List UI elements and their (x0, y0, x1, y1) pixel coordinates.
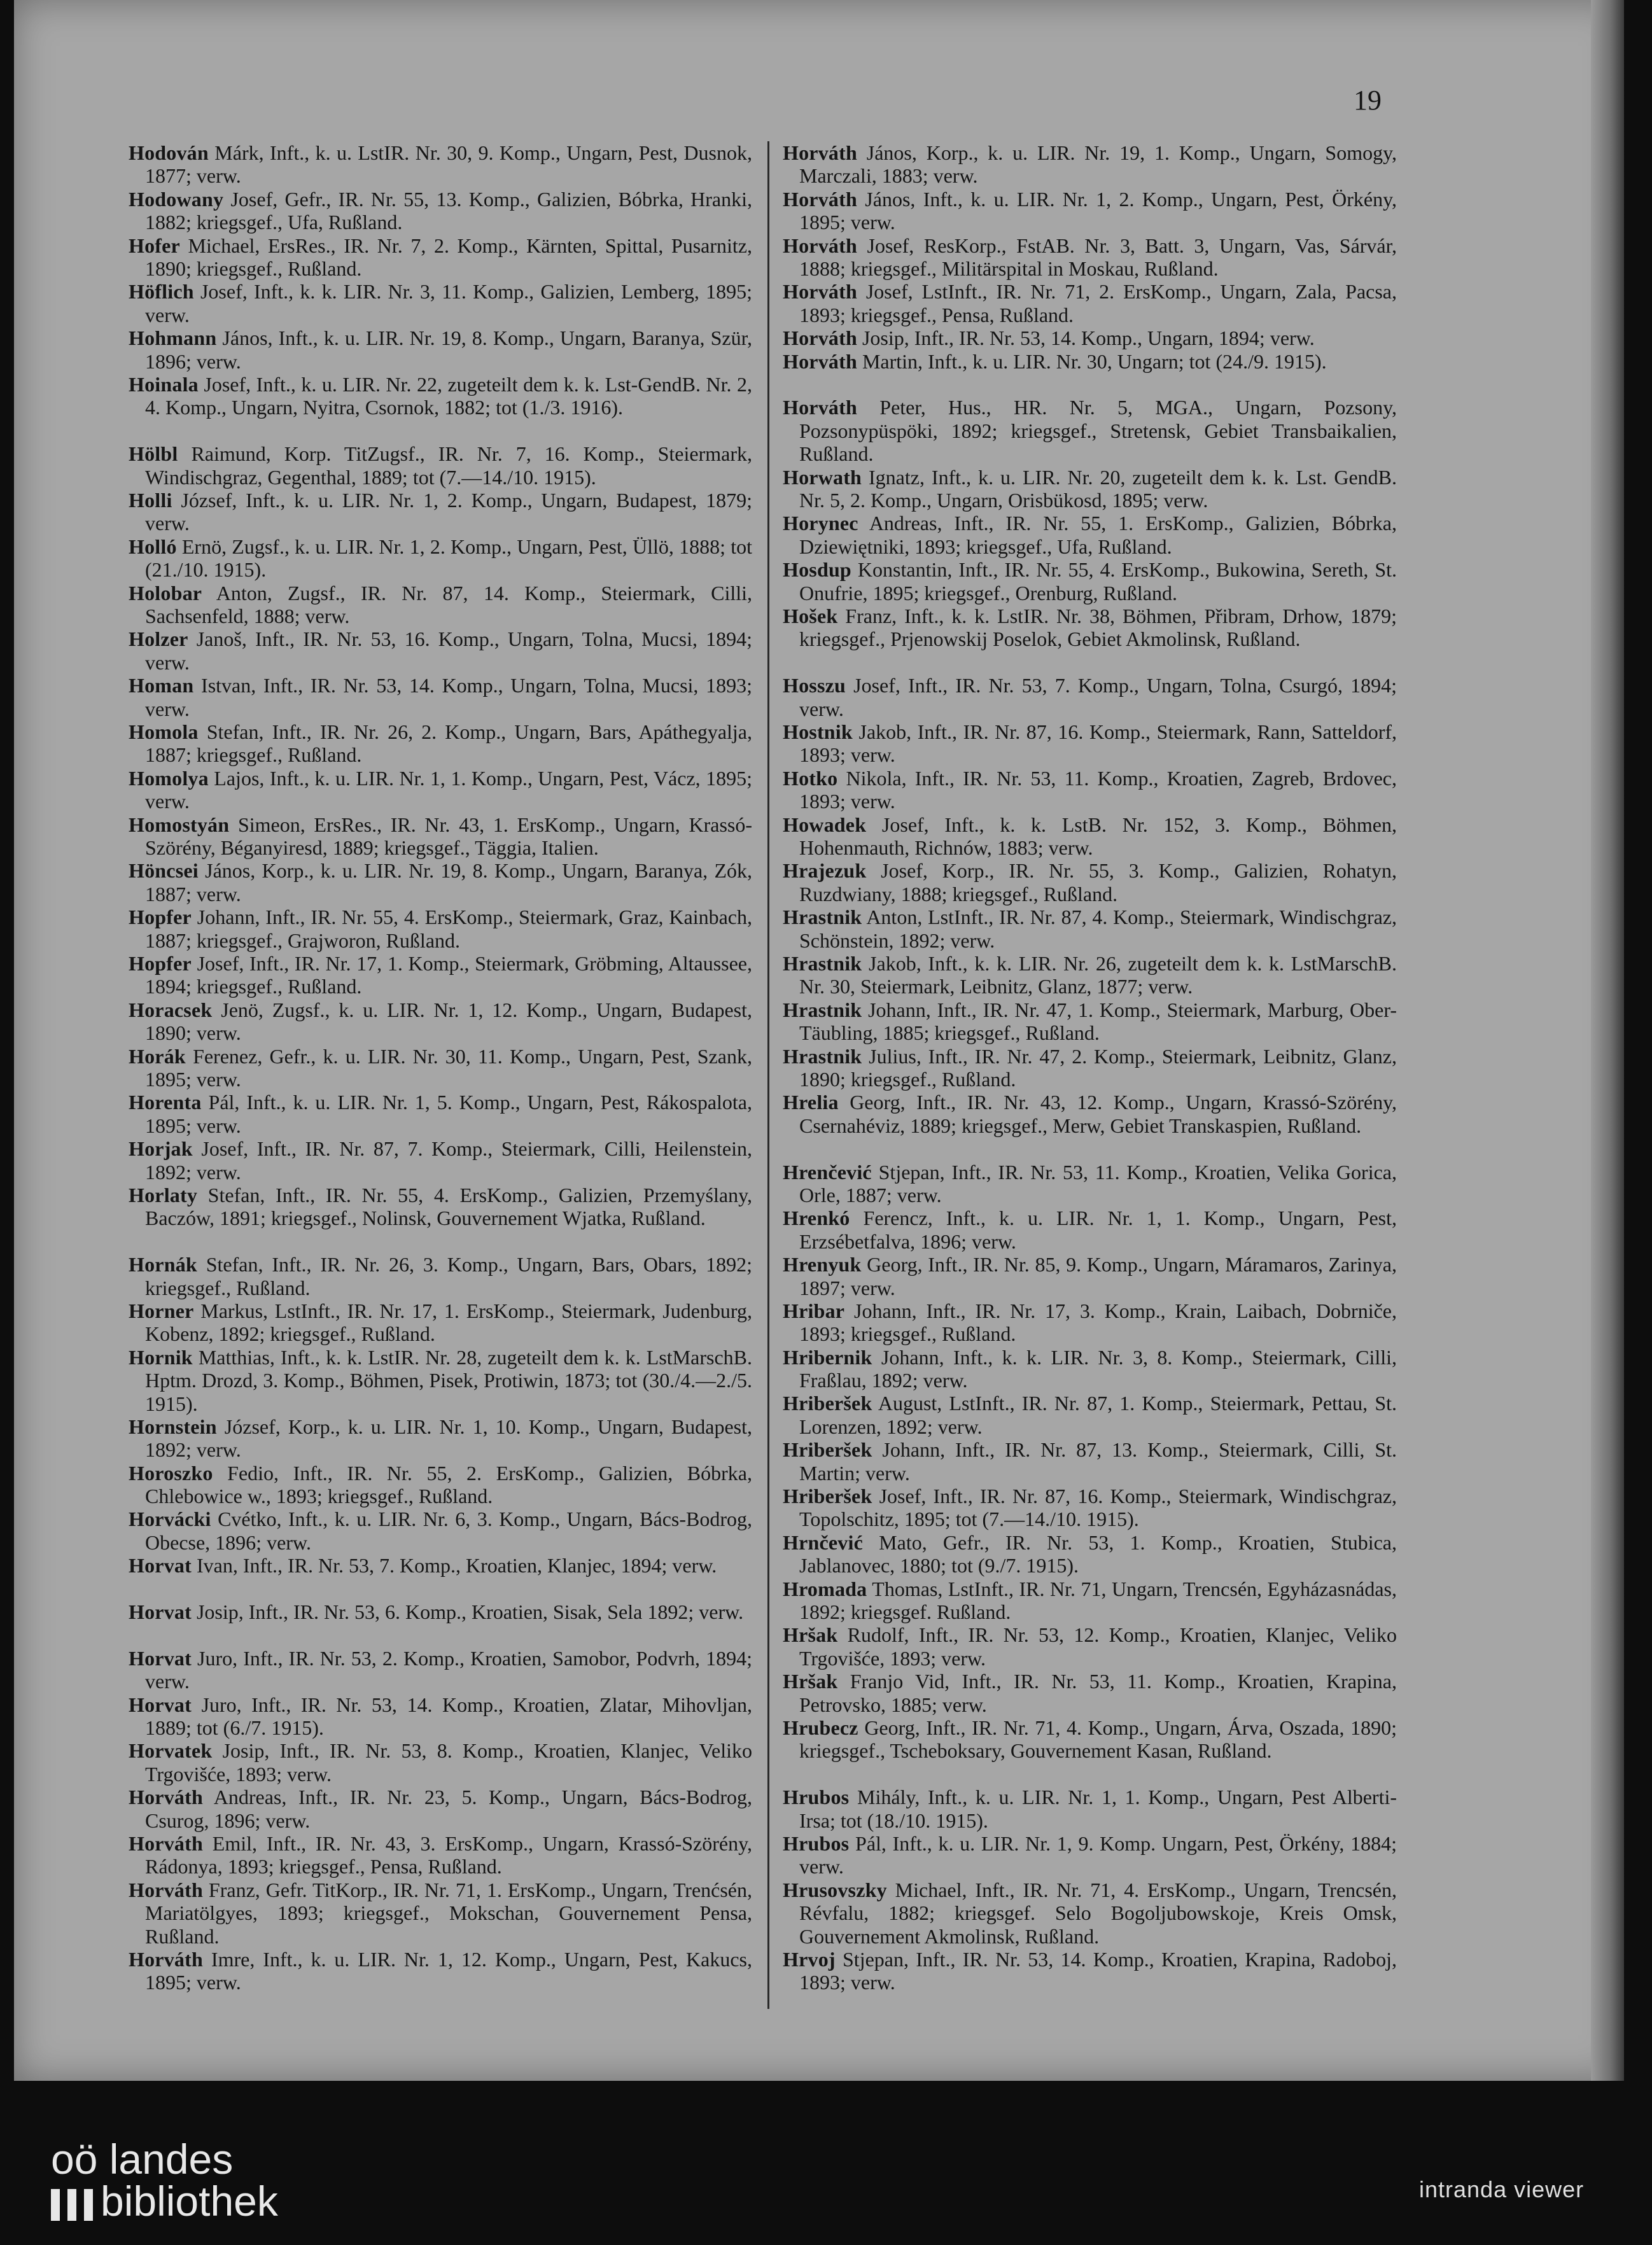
book-page (14, 0, 1624, 2081)
register-entry (129, 188, 752, 234)
entry-surname: Hrastnik (783, 1044, 862, 1068)
entry-details: Imre, Inft., k. u. LIR. Nr. 1, 12. Komp., Ungarn, Pest, Kakucs, 1895; verw. (145, 1948, 752, 1994)
entry-details: Josef, Inft., IR. Nr. 17, 1. Komp., Steiermark, Gröbming, Altaussee, 1894; kriegsgef., Rußland. (145, 951, 752, 998)
entry-details: Simeon, ErsRes., IR. Nr. 43, 1. ErsKomp., Ungarn, Krassó-Szörény, Béganyiresd, 1889; kriegsgef., Täggia, Italien. (145, 813, 752, 859)
entry-details: Ferencz, Inft., k. u. LIR. Nr. 1, 1. Komp., Ungarn, Pest, Erzsébetfalva, 1896; verw. (799, 1206, 1397, 1253)
entry-details: Josip, Inft., IR. Nr. 53, 14. Komp., Ungarn, 1894; verw. (857, 326, 1315, 350)
register-entry (783, 1948, 1397, 1994)
entry-surname: Hrenkó (783, 1206, 850, 1230)
entry-details: Georg, Inft., IR. Nr. 43, 12. Komp., Ungarn, Krassó-Szörény, Csernahéviz, 1889; kriegsgef., Merw, Gebiet Transkaspien, Rußland. (799, 1091, 1397, 1137)
entry-surname: Hribar (783, 1299, 845, 1322)
entry-details: Franz, Gefr. TitKorp., IR. Nr. 71, 1. ErsKomp., Ungarn, Trenćsén, Mariatölgyes, 1893; kriegsgef., Mokschan, Gouvernement Pensa, Rußland. (145, 1878, 752, 1948)
register-entry (129, 1415, 752, 1462)
entry-details: Josef, Inft., k. k. LstB. Nr. 152, 3. Komp., Böhmen, Hohenmauth, Richnów, 1883; verw. (799, 813, 1397, 859)
entry-details: János, Inft., k. u. LIR. Nr. 1, 2. Komp., Ungarn, Pest, Örkény, 1895; verw. (799, 187, 1397, 234)
entry-surname: Holzer (129, 627, 188, 651)
entry-surname: Hrubecz (783, 1716, 858, 1740)
entry-details: Ivan, Inft., IR. Nr. 53, 7. Komp., Kroatien, Klanjec, 1894; verw. (191, 1554, 717, 1577)
register-entry (783, 558, 1397, 605)
register-entry (129, 859, 752, 906)
register-entry (783, 767, 1397, 813)
entry-surname: Hromada (783, 1577, 867, 1600)
entry-details: Ignatz, Inft., k. u. LIR. Nr. 20, zugeteilt dem k. k. Lst. GendB. Nr. 5, 2. Komp., Ungarn, Orisbükosd, 1895; verw. (799, 465, 1397, 512)
entry-surname: Hodowany (129, 187, 224, 211)
register-entry (129, 906, 752, 952)
register-entry (129, 1554, 752, 1600)
entry-surname: Hornák (129, 1253, 197, 1276)
entry-details: Pál, Inft., k. u. LIR. Nr. 1, 5. Komp., Ungarn, Pest, Rákospalota, 1895; verw. (145, 1091, 752, 1137)
entry-details: Mihály, Inft., k. u. LIR. Nr. 1, 1. Komp., Ungarn, Pest Alberti-Irsa; tot (18./10. 1915). (799, 1786, 1397, 1832)
register-entry (129, 1786, 752, 1832)
entry-details: Markus, LstInft., IR. Nr. 17, 1. ErsKomp., Steiermark, Judenburg, Kobenz, 1892; kriegsgef., Rußland. (145, 1299, 752, 1346)
register-entry (783, 720, 1397, 767)
register-entry (129, 627, 752, 674)
register-entry (129, 1693, 752, 1740)
entry-surname: Horvácki (129, 1507, 211, 1531)
entry-surname: Hrastnik (783, 998, 862, 1021)
register-entry (783, 396, 1397, 465)
register-entry (129, 141, 752, 188)
register-entry (783, 512, 1397, 558)
register-entry (783, 1623, 1397, 1670)
register-entry (129, 373, 752, 442)
register-entry (129, 1184, 752, 1253)
register-entry (783, 280, 1397, 326)
entry-surname: Horynec (783, 512, 858, 535)
register-entry (783, 906, 1397, 952)
entry-details: Josip, Inft., IR. Nr. 53, 8. Komp., Kroatien, Klanjec, Veliko Trgovišće, 1893; verw. (145, 1739, 752, 1786)
entry-details: János, Korp., k. u. LIR. Nr. 19, 8. Komp., Ungarn, Baranya, Zók, 1887; verw. (145, 859, 752, 906)
entry-details: Stefan, Inft., IR. Nr. 55, 4. ErsKomp., Galizien, Przemyślany, Baczów, 1891; kriegsgef., Nolinsk, Gouvernement Wjatka, Rußland. (145, 1183, 752, 1230)
entry-surname: Horvatek (129, 1739, 213, 1763)
entry-surname: Hrusovszky (783, 1878, 887, 1901)
entry-surname: Hrnčević (783, 1530, 863, 1554)
register-entry (783, 859, 1397, 906)
entry-details: Janoš, Inft., IR. Nr. 53, 16. Komp., Ungarn, Tolna, Mucsi, 1894; verw. (145, 627, 752, 674)
right-column (783, 141, 1397, 1994)
entry-details: Stefan, Inft., IR. Nr. 26, 3. Komp., Ungarn, Bars, Obars, 1892; kriegsgef., Rußland. (145, 1253, 752, 1299)
register-entry (783, 1531, 1397, 1577)
entry-details: Johann, Inft., k. k. LIR. Nr. 3, 8. Komp., Steiermark, Cilli, Fraßlau, 1892; verw. (799, 1345, 1397, 1392)
entry-surname: Hršak (783, 1670, 838, 1693)
entry-surname: Hornstein (129, 1415, 217, 1438)
register-entry (129, 442, 752, 489)
register-entry (783, 326, 1397, 349)
entry-details: Jenö, Zugsf., k. u. LIR. Nr. 1, 12. Komp., Ungarn, Budapest, 1890; verw. (145, 998, 752, 1045)
entry-surname: Hrubos (783, 1786, 850, 1809)
entry-details: Josip, Inft., IR. Nr. 53, 6. Komp., Kroatien, Sisak, Sela 1892; verw. (191, 1600, 744, 1624)
register-entry (129, 1832, 752, 1878)
register-entry (783, 1161, 1397, 1207)
entry-details: Cvétko, Inft., k. u. LIR. Nr. 6, 3. Komp., Ungarn, Bács-Bodrog, Obecse, 1896; verw. (145, 1507, 752, 1554)
entry-details: Michael, Inft., IR. Nr. 71, 4. ErsKomp., Ungarn, Trencsén, Révfalu, 1882; kriegsgef. Selo Bogoljubowskoje, Kreis Omsk, Gouvernement Akmolinsk, Rußland. (799, 1878, 1397, 1948)
entry-details: Julius, Inft., IR. Nr. 47, 2. Komp., Steiermark, Leibnitz, Glanz, 1890; kriegsgef., Rußland. (799, 1044, 1397, 1091)
register-entry (129, 998, 752, 1045)
entry-surname: Hornik (129, 1345, 193, 1369)
entry-surname: Horváth (783, 396, 857, 419)
entry-surname: Homolya (129, 766, 209, 790)
library-logo-line2: bibliothek (101, 2178, 278, 2225)
register-entry (783, 234, 1397, 281)
entry-details: Josef, Inft., IR. Nr. 87, 7. Komp., Steiermark, Cilli, Heilenstein, 1892; verw. (145, 1137, 752, 1184)
entry-surname: Horváth (129, 1878, 203, 1901)
entry-surname: Hosszu (783, 674, 846, 697)
entry-surname: Horváth (129, 1786, 203, 1809)
register-entry (783, 1392, 1397, 1438)
entry-details: Josef, Inft., IR. Nr. 87, 16. Komp., Steiermark, Windischgraz, Topolschitz, 1895; tot (7.—14./10. 1915). (799, 1485, 1397, 1531)
entry-details: Juro, Inft., IR. Nr. 53, 2. Komp., Kroatien, Samobor, Podvrh, 1894; verw. (145, 1646, 752, 1693)
entry-details: Josef, Inft., k. u. LIR. Nr. 22, zugeteilt dem k. k. Lst-GendB. Nr. 2, 4. Komp., Ungarn, Nyitra, Csornok, 1882; tot (1./3. 1916). (145, 372, 752, 419)
register-entry (783, 605, 1397, 674)
entry-details: Matthias, Inft., k. k. LstIR. Nr. 28, zugeteilt dem k. k. LstMarschB. Hptm. Drozd, 3. Komp., Böhmen, Pisek, Protiwin, 1873; tot (30./4.—2./5. 1915). (145, 1345, 752, 1415)
entry-surname: Holló (129, 535, 177, 558)
register-entry (129, 1045, 752, 1091)
entry-details: József, Korp., k. u. LIR. Nr. 1, 10. Komp., Ungarn, Budapest, 1892; verw. (145, 1415, 752, 1462)
entry-details: Jakob, Inft., k. k. LIR. Nr. 26, zugeteilt dem k. k. LstMarschB. Nr. 30, Steiermark, Leibnitz, Glanz, 1877; verw. (799, 951, 1397, 998)
entry-surname: Hošek (783, 604, 838, 627)
entry-details: Georg, Inft., IR. Nr. 71, 4. Komp., Ungarn, Árva, Oszada, 1890; kriegsgef., Tscheboksary, Gouvernement Kasan, Rußland. (799, 1716, 1397, 1763)
entry-surname: Horoszko (129, 1461, 213, 1485)
register-entry (783, 1438, 1397, 1485)
entry-details: Andreas, Inft., IR. Nr. 55, 1. ErsKomp., Galizien, Bóbrka, Dziewiętniki, 1893; kriegsgef., Ufa, Rußland. (799, 512, 1397, 558)
entry-surname: Höflich (129, 280, 194, 304)
viewer-brand[interactable]: intranda viewer (1419, 2176, 1585, 2202)
entry-surname: Horacsek (129, 998, 213, 1021)
entry-surname: Horák (129, 1044, 186, 1068)
entry-details: János, Korp., k. u. LIR. Nr. 19, 1. Komp., Ungarn, Somogy, Marczali, 1883; verw. (799, 141, 1397, 188)
entry-details: Ernö, Zugsf., k. u. LIR. Nr. 1, 2. Komp., Ungarn, Pest, Üllö, 1888; tot (21./10. 1915). (145, 535, 752, 582)
register-entry (783, 1670, 1397, 1716)
register-entry (783, 952, 1397, 998)
page-number: 19 (1354, 85, 1382, 116)
entry-details: Rudolf, Inft., IR. Nr. 53, 12. Komp., Kroatien, Klanjec, Veliko Trgovišće, 1893; verw. (799, 1623, 1397, 1670)
register-entry (783, 1206, 1397, 1253)
entry-details: Josef, LstInft., IR. Nr. 71, 2. ErsKomp., Ungarn, Zala, Pacsa, 1893; kriegsgef., Pensa, Rußland. (799, 280, 1397, 326)
register-entry (783, 998, 1397, 1045)
register-entry (129, 1948, 752, 1994)
register-entry (783, 1786, 1397, 1832)
entry-surname: Hoinala (129, 372, 199, 396)
entry-surname: Hrastnik (783, 906, 862, 929)
register-entry (129, 813, 752, 860)
register-entry (783, 141, 1397, 188)
register-entry (783, 1878, 1397, 1948)
entry-details: Michael, ErsRes., IR. Nr. 7, 2. Komp., Kärnten, Spittal, Pusarnitz, 1890; kriegsgef., Rußland. (145, 234, 752, 280)
entry-details: Josef, Gefr., IR. Nr. 55, 13. Komp., Galizien, Bóbrka, Hranki, 1882; kriegsgef., Ufa, Rußland. (145, 187, 752, 234)
register-entry (129, 767, 752, 813)
entry-surname: Horváth (783, 187, 857, 211)
entry-details: Stjepan, Inft., IR. Nr. 53, 14. Komp., Kroatien, Krapina, Radoboj, 1893; verw. (799, 1948, 1397, 1994)
entry-details: Franjo Vid, Inft., IR. Nr. 53, 11. Komp., Kroatien, Krapina, Petrovsko, 1885; verw. (799, 1670, 1397, 1716)
page-edge (1591, 0, 1624, 2081)
register-entry (129, 1137, 752, 1184)
entry-surname: Hriberšek (783, 1438, 872, 1462)
entry-details: Josef, Inft., k. k. LIR. Nr. 3, 11. Komp., Galizien, Lemberg, 1895; verw. (145, 280, 752, 326)
entry-surname: Hršak (783, 1623, 838, 1647)
register-entry (783, 188, 1397, 234)
entry-details: Fedio, Inft., IR. Nr. 55, 2. ErsKomp., Galizien, Bóbrka, Chlebowice w., 1893; kriegsgef., Rußland. (145, 1461, 752, 1508)
entry-surname: Horvat (129, 1646, 192, 1670)
register-entry (783, 350, 1397, 396)
register-entry (783, 1716, 1397, 1786)
entry-details: Johann, Inft., IR. Nr. 55, 4. ErsKomp., Steiermark, Graz, Kainbach, 1887; kriegsgef., Grajworon, Rußland. (145, 906, 752, 952)
entry-details: Pál, Inft., k. u. LIR. Nr. 1, 9. Komp. Ungarn, Pest, Örkény, 1884; verw. (799, 1832, 1397, 1878)
entry-surname: Horváth (783, 280, 857, 304)
entry-details: Konstantin, Inft., IR. Nr. 55, 4. ErsKomp., Bukowina, Sereth, St. Onufrie, 1895; kriegsgef., Orenburg, Rußland. (799, 558, 1397, 605)
register-entry (783, 813, 1397, 860)
register-entry (129, 1253, 752, 1299)
entry-surname: Horner (129, 1299, 194, 1322)
column-divider (767, 141, 769, 2009)
entry-surname: Hostnik (783, 720, 853, 743)
entry-details: Jakob, Inft., IR. Nr. 87, 16. Komp., Steiermark, Rann, Satteldorf, 1893; verw. (799, 720, 1397, 767)
library-logo-line1: oö landes (51, 2136, 234, 2183)
register-entry (129, 535, 752, 582)
entry-surname: Horvat (129, 1554, 192, 1577)
entry-surname: Homostyán (129, 813, 230, 836)
entry-surname: Hodován (129, 141, 209, 164)
entry-details: Stjepan, Inft., IR. Nr. 53, 11. Komp., Kroatien, Velika Gorica, Orle, 1887; verw. (799, 1160, 1397, 1206)
entry-surname: Homan (129, 674, 194, 697)
entry-surname: Hölbl (129, 442, 178, 466)
entry-details: Johann, Inft., IR. Nr. 87, 13. Komp., Steiermark, Cilli, St. Martin; verw. (799, 1438, 1397, 1485)
entry-surname: Hrenyuk (783, 1253, 862, 1276)
register-entry (129, 1507, 752, 1554)
entry-details: Andreas, Inft., IR. Nr. 23, 5. Komp., Ungarn, Bács-Bodrog, Csurog, 1896; verw. (145, 1786, 752, 1832)
register-entry (129, 1091, 752, 1137)
register-entry (129, 582, 752, 628)
register-entry (129, 280, 752, 326)
entry-details: August, LstInft., IR. Nr. 87, 1. Komp., Steiermark, Pettau, St. Lorenzen, 1892; verw. (799, 1392, 1397, 1438)
entry-details: Anton, LstInft., IR. Nr. 87, 4. Komp., Steiermark, Windischgraz, Schönstein, 1892; verw. (799, 906, 1397, 952)
entry-surname: Howadek (783, 813, 867, 836)
register-entry (129, 1299, 752, 1346)
entry-details: Ferenez, Gefr., k. u. LIR. Nr. 30, 11. Komp., Ungarn, Pest, Szank, 1895; verw. (145, 1044, 752, 1091)
entry-details: Márk, Inft., k. u. LstIR. Nr. 30, 9. Komp., Ungarn, Pest, Dusnok, 1877; verw. (145, 141, 752, 188)
register-entry (129, 674, 752, 720)
entry-details: Anton, Zugsf., IR. Nr. 87, 14. Komp., Steiermark, Cilli, Sachsenfeld, 1888; verw. (145, 581, 752, 627)
entry-surname: Horvat (129, 1600, 192, 1624)
register-entry (129, 1462, 752, 1508)
entry-details: Stefan, Inft., IR. Nr. 26, 2. Komp., Ungarn, Bars, Apáthegyalja, 1887; kriegsgef., Rußland. (145, 720, 752, 767)
entry-details: Josef, Korp., IR. Nr. 55, 3. Komp., Galizien, Rohatyn, Ruzdwiany, 1888; kriegsgef., Rußland. (799, 859, 1397, 906)
entry-surname: Holobar (129, 581, 202, 605)
register-entry (129, 1600, 752, 1647)
entry-surname: Hopfer (129, 951, 192, 975)
register-entry (129, 1346, 752, 1415)
entry-details: József, Inft., k. u. LIR. Nr. 1, 2. Komp., Ungarn, Budapest, 1879; verw. (145, 488, 752, 535)
entry-details: Raimund, Korp. TitZugsf., IR. Nr. 7, 16. Komp., Steiermark, Windischgraz, Gegenthal, 1889; tot (7.—14./10. 1915). (145, 442, 752, 489)
register-entry (129, 234, 752, 281)
entry-surname: Hofer (129, 234, 180, 257)
entry-surname: Hrastnik (783, 951, 862, 975)
entry-surname: Hosdup (783, 558, 851, 582)
entry-surname: Hriberšek (783, 1485, 872, 1508)
register-entry (783, 1045, 1397, 1091)
entry-surname: Hohmann (129, 326, 217, 350)
register-entry (783, 1577, 1397, 1624)
entry-surname: Horenta (129, 1091, 202, 1114)
register-entry (783, 1091, 1397, 1160)
entry-details: Peter, Hus., HR. Nr. 5, MGA., Ungarn, Pozsony, Pozsonypüspöki, 1892; kriegsgef., Stretensk, Gebiet Transbaikalien, Rußland. (799, 396, 1397, 466)
entry-surname: Horlaty (129, 1183, 198, 1206)
entry-surname: Horváth (783, 234, 857, 257)
entry-surname: Horváth (783, 349, 857, 373)
register-entry (129, 720, 752, 767)
entry-surname: Hribernik (783, 1345, 872, 1369)
entry-details: Nikola, Inft., IR. Nr. 53, 11. Komp., Kroatien, Zagreb, Brdovec, 1893; verw. (799, 766, 1397, 813)
entry-details: Georg, Inft., IR. Nr. 85, 9. Komp., Ungarn, Máramaros, Zarinya, 1897; verw. (799, 1253, 1397, 1299)
register-entry (783, 466, 1397, 512)
register-entry (129, 1739, 752, 1786)
register-entry (783, 1299, 1397, 1346)
register-entry (129, 489, 752, 535)
entry-details: Lajos, Inft., k. u. LIR. Nr. 1, 1. Komp., Ungarn, Pest, Vácz, 1895; verw. (145, 766, 752, 813)
register-entry (129, 1647, 752, 1693)
entry-surname: Hrubos (783, 1832, 850, 1856)
entry-surname: Hrajezuk (783, 859, 867, 883)
register-entry (129, 1878, 752, 1948)
register-entry (783, 1832, 1397, 1878)
register-entry (783, 1485, 1397, 1531)
entry-surname: Homola (129, 720, 199, 743)
entry-surname: Holli (129, 488, 172, 512)
register-entry (129, 952, 752, 998)
entry-details: Johann, Inft., IR. Nr. 47, 1. Komp., Steiermark, Marburg, Ober-Täubling, 1885; kriegsgef., Rußland. (799, 998, 1397, 1045)
entry-surname: Hrenčević (783, 1160, 872, 1184)
entry-surname: Horvat (129, 1693, 192, 1716)
entry-surname: Hriberšek (783, 1392, 872, 1415)
entry-surname: Hrelia (783, 1091, 839, 1114)
entry-surname: Horjak (129, 1137, 193, 1161)
entry-surname: Hrvoj (783, 1948, 836, 1971)
entry-details: Josef, ResKorp., FstAB. Nr. 3, Batt. 3, Ungarn, Vas, Sárvár, 1888; kriegsgef., Militärspital in Moskau, Rußland. (799, 234, 1397, 280)
entry-details: Mato, Gefr., IR. Nr. 53, 1. Komp., Kroatien, Stubica, Jablanovec, 1880; tot (9./7. 1915). (799, 1530, 1397, 1577)
entry-details: Emil, Inft., IR. Nr. 43, 3. ErsKomp., Ungarn, Krassó-Szörény, Rádonya, 1893; kriegsgef., Pensa, Rußland. (145, 1832, 752, 1878)
logo-bars-icon (51, 2189, 95, 2221)
entry-surname: Horváth (129, 1948, 203, 1971)
entry-surname: Horváth (129, 1832, 203, 1856)
register-entry (783, 674, 1397, 720)
entry-details: Juro, Inft., IR. Nr. 53, 14. Komp., Kroatien, Zlatar, Mihovljan, 1889; tot (6./7. 1915). (145, 1693, 752, 1740)
entry-surname: Horwath (783, 465, 862, 489)
register-entry (129, 326, 752, 373)
library-logo[interactable] (51, 2136, 278, 2225)
entry-surname: Höncsei (129, 859, 199, 883)
left-column (129, 141, 752, 1994)
entry-surname: Horváth (783, 141, 857, 164)
entry-details: Thomas, LstInft., IR. Nr. 71, Ungarn, Trencsén, Egyházasnádas, 1892; kriegsgef. Rußland. (799, 1577, 1397, 1624)
entry-details: Franz, Inft., k. k. LstIR. Nr. 38, Böhmen, Přibram, Drhow, 1879; kriegsgef., Prjenowskij Poselok, Gebiet Akmolinsk, Rußland. (799, 604, 1397, 651)
entry-surname: Hotko (783, 766, 838, 790)
register-entry (783, 1253, 1397, 1299)
entry-details: Martin, Inft., k. u. LIR. Nr. 30, Ungarn; tot (24./9. 1915). (857, 349, 1327, 373)
entry-surname: Horváth (783, 326, 857, 350)
register-entry (783, 1346, 1397, 1392)
entry-surname: Hopfer (129, 906, 192, 929)
entry-details: Istvan, Inft., IR. Nr. 53, 14. Komp., Ungarn, Tolna, Mucsi, 1893; verw. (145, 674, 752, 720)
entry-details: János, Inft., k. u. LIR. Nr. 19, 8. Komp., Ungarn, Baranya, Szür, 1896; verw. (145, 326, 752, 373)
entry-details: Johann, Inft., IR. Nr. 17, 3. Komp., Krain, Laibach, Dobrniče, 1893; kriegsgef., Rußland. (799, 1299, 1397, 1346)
entry-details: Josef, Inft., IR. Nr. 53, 7. Komp., Ungarn, Tolna, Csurgó, 1894; verw. (799, 674, 1397, 720)
